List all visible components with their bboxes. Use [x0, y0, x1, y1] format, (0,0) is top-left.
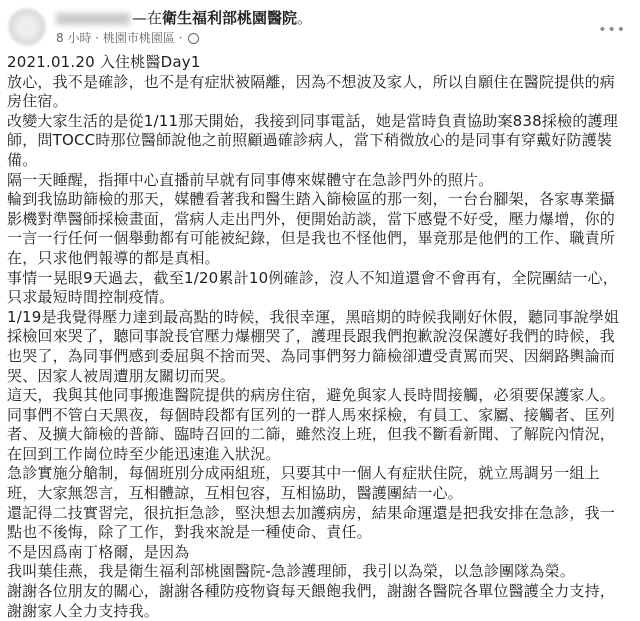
post-paragraph: 還記得二技實習完，很抗拒急診，堅決想去加護病房，結果命運還是把我安排在急診，我一點也不後悔，除了工作，對我來說是一種使命、責任。: [7, 503, 616, 542]
post-paragraph: 急診實施分艙制，每個班別分成兩組班，只要其中一個人有症狀住院，就立馬調另一組上班，大家無怨言，互相體諒，互相包容，互相協助，醫護團結一心。: [7, 464, 600, 503]
post-paragraph: 輪到我協助篩檢的那天，媒體看著我和醫生踏入篩檢區的那一刻，一台台腳架，各家專業攝影機對準醫師採檢畫面，當病人走出門外，便開始訪談，當下感覺不好受，壓力爆增，你的一言一行任何一個舉動都有可能被紀錄，但是我也不怪他們，畢竟那是他們的工作、職責所在，只求他們報導的都是真相。: [7, 190, 616, 267]
avatar[interactable]: [8, 8, 46, 46]
post-paragraph: 謝謝各位朋友的關心，謝謝各種防疫物資每天餵飽我們，謝謝各醫院各單位醫護全力支持，謝謝家人全力支持我。: [7, 582, 616, 620]
post-paragraph: 2021.01.20 入住桃醫Day1: [7, 53, 201, 71]
author-name-blurred[interactable]: [56, 13, 130, 25]
post-paragraph: 1/19是我覺得壓力達到最高點的時候，我很幸運，黑暗期的時候我剛好休假，聽同事說學姐採檢回來哭了，聽同事說長官壓力爆棚哭了，護理長跟我們抱歉說沒保護好我們的時候，我也哭了，為同事們感到委屈與不捨而哭、為同事們努力篩檢卻遭受責罵而哭、因網路輿論而哭、因家人被周遭朋友關切而哭。: [7, 307, 620, 385]
post-header: [0, 0, 640, 50]
post-meta: 8 小時 · 桃園市桃園區 ·: [56, 29, 199, 46]
post-paragraph: 我叫葉佳燕，我是衛生福利部桃園醫院-急診護理師，我引以為榮，以急診團隊為榮。: [7, 562, 576, 581]
post-paragraph: 改變大家生活的是從1/11那天開始，我接到同事電話，她是當時負責協助案838採檢的護理師，問TOCC時那位醫師說他之前照顧過確診病人，當下稍微放心的是同事有穿戴好防護裝備。: [7, 111, 618, 169]
post-paragraph: 同事們不管白天黑夜，每個時段都有匡列的一群人馬來採檢，有員工、家屬、接觸者、匡列者、及擴大篩檢的普篩、臨時召回的二篩，雖然沒上班，但我不斷看新聞、了解院內情況，在回到工作崗位時至少能迅速進入狀況。: [7, 405, 616, 463]
location-link[interactable]: 衛生福利部桃園醫院: [162, 9, 298, 27]
post-paragraph: 事情一晃眼9天過去，截至1/20累計10例確診，沒人不知道還會不會再有，全院團結一心，只求最短時間控制疫情。: [7, 268, 618, 307]
post-paragraph: 不是因爲南丁格爾，是因為: [7, 542, 190, 561]
post-paragraph: 這天，我與其他同事搬進醫院提供的病房住宿，避免與家人長時間接觸，必須要保護家人。: [7, 386, 616, 405]
post-title: —在衛生福利部桃園醫院。: [56, 7, 312, 28]
post-paragraph: 放心，我不是確診，也不是有症狀被隔離，因為不想波及家人，所以自願住在醫院提供的病房住宿。: [7, 72, 616, 111]
post-body: [7, 53, 627, 621]
more-options-button[interactable]: •••: [598, 22, 626, 38]
globe-icon: [188, 33, 199, 44]
post-place[interactable]: 桃園市桃園區: [102, 31, 175, 45]
post-paragraph: 隔一天睡醒，指揮中心直播前早就有同事傳來媒體守在急診門外的照片。: [7, 170, 494, 189]
post-time[interactable]: 8 小時: [56, 31, 92, 45]
